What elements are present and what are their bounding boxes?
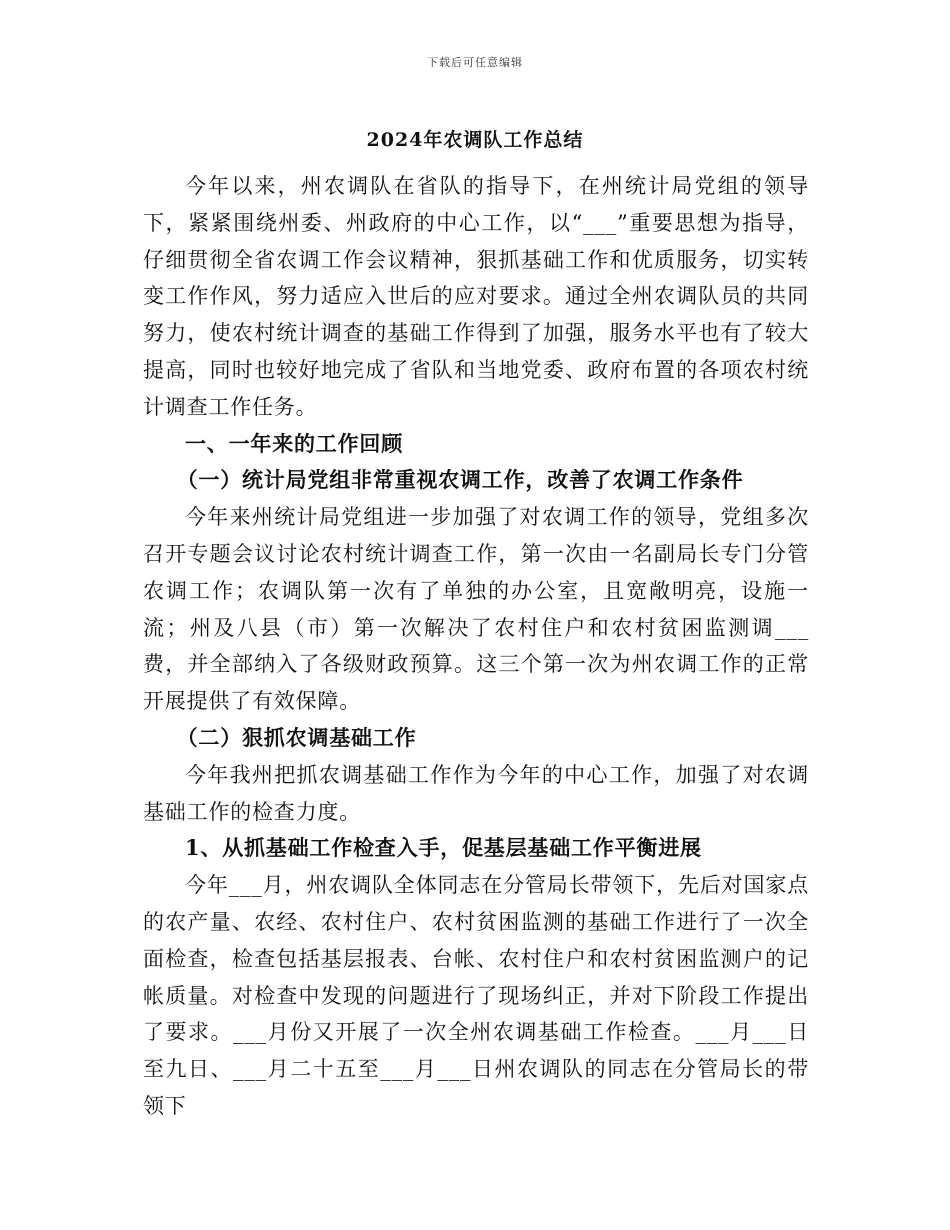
paragraph-intro: 今年以来，州农调队在省队的指导下，在州统计局党组的领导下，紧紧围绕州委、州政府的中心工作，以“___”重要思想为指导，仔细贯彻全省农调工作会议精神，狠抓基础工作和优质服务，切实转变工作作风，努力适应入世后的应对要求。通过全州农调队员的共同努力，使农村统计调查的基础工作得到了加强，服务水平也有了较大提高，同时也较好地完成了省队和当地党委、政府布置的各项农村统计调查工作任务。 <box>143 174 809 419</box>
document-title: 2024年农调队工作总结 <box>366 129 584 151</box>
paragraph-basic-work: 今年我州把抓农调基础工作作为今年的中心工作，加强了对农调基础工作的检查力度。 <box>143 762 809 824</box>
header-note: 下载后可任意编辑 <box>427 56 523 69</box>
section-heading-review: 一、一年来的工作回顾 <box>185 430 403 456</box>
item-heading-inspection: 1、从抓基础工作检查入手，促基层基础工作平衡进展 <box>185 835 702 861</box>
subsection-heading-basic-work: （二）狠抓农调基础工作 <box>176 724 417 750</box>
subsection-heading-party-support: （一）统计局党组非常重视农调工作，改善了农调工作条件 <box>176 467 744 493</box>
paragraph-inspection: 今年___月，州农调队全体同志在分管局长带领下，先后对国家点的农产量、农经、农村住户、农村贫困监测的基础工作进行了一次全面检查，检查包括基层报表、台帐、农村住户和农村贫困监测户的记帐质量。对检查中发现的问题进行了现场纠正，并对下阶段工作提出了要求。___月份又开展了一次全州农调基础工作检查。___月___日至九日、___月二十五至___月___日州农调队的同志在分管局长的带领下 <box>143 873 809 1118</box>
paragraph-party-support: 今年来州统计局党组进一步加强了对农调工作的领导，党组多次召开专题会议讨论农村统计调查工作，第一次由一名副局长专门分管农调工作；农调队第一次有了单独的办公室，且宽敞明亮，设施一流；州及八县（市）第一次解决了农村住户和农村贫困监测调___费，并全部纳入了各级财政预算。这三个第一次为州农调工作的正常开展提供了有效保障。 <box>143 505 809 714</box>
document-body <box>143 168 809 1125</box>
